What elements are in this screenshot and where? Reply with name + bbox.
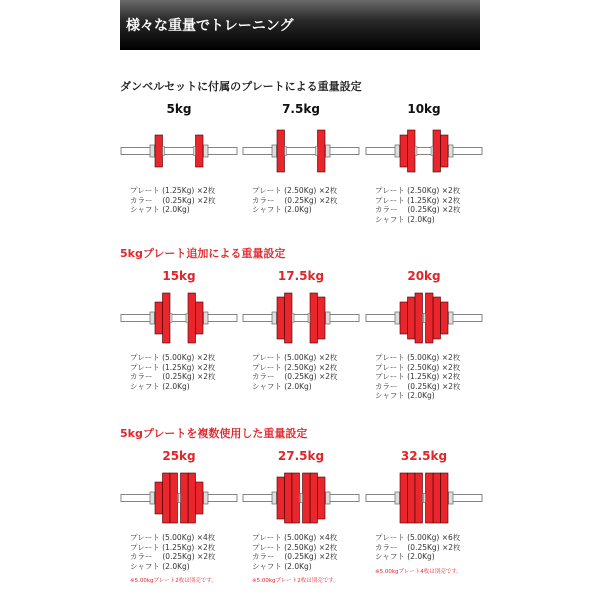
collar [272, 312, 277, 324]
parts-list [375, 186, 483, 224]
weight-plate [318, 297, 326, 339]
section-title: ダンベルセットに付属のプレートによる重量設定 [120, 80, 362, 93]
dumbbell-illustration [120, 120, 238, 182]
inner-collar [415, 147, 417, 156]
weight-label: 32.5kg [400, 449, 448, 463]
collar [272, 492, 277, 504]
dumbbell-illustration [120, 467, 238, 529]
parts-line: プレート (1.25Kg) ×2枚 [375, 195, 461, 205]
bar-shaft [366, 148, 482, 155]
weight-plate [400, 302, 408, 334]
parts-line: シャフト (2.0Kg) [252, 381, 312, 391]
collar [272, 145, 277, 157]
parts-line: カラー (0.25Kg) ×2枚 [252, 552, 338, 561]
weight-plate [415, 473, 423, 523]
weight-config [120, 449, 238, 584]
parts-list [375, 353, 483, 401]
collar [204, 312, 209, 324]
weight-plate [277, 297, 285, 339]
weight-plate [433, 297, 441, 339]
weight-label: 10kg [407, 102, 441, 116]
weight-plate [155, 135, 163, 167]
parts-line: シャフト (2.0Kg) [130, 205, 190, 214]
collar [449, 312, 454, 324]
inner-collar [186, 314, 188, 323]
weight-plate [441, 302, 449, 334]
parts-line: プレート (2.50Kg) ×2枚 [252, 362, 338, 372]
bar-shaft [243, 315, 359, 322]
parts-list [375, 533, 483, 562]
parts-line: カラー (0.25Kg) ×2枚 [252, 372, 338, 381]
inner-collar [292, 314, 294, 323]
inner-collar [424, 314, 426, 323]
weight-label: 20kg [407, 269, 441, 283]
weight-plate [170, 473, 178, 523]
weight-config [242, 269, 360, 391]
weight-plate [400, 473, 408, 523]
bar-shaft [121, 148, 237, 155]
parts-list [130, 353, 238, 391]
parts-line: シャフト (2.0Kg) [252, 561, 312, 571]
parts-line: プレート (2.50Kg) ×2枚 [375, 186, 461, 195]
weight-plate [408, 473, 416, 523]
weight-label: 17.5kg [277, 269, 325, 283]
weight-plate [318, 130, 326, 172]
parts-line: カラー (0.25Kg) ×2枚 [252, 195, 338, 205]
weight-plate [408, 297, 416, 339]
parts-line: プレート (5.00Kg) ×2枚 [252, 353, 338, 362]
header-banner [120, 0, 480, 50]
collar [204, 145, 209, 157]
parts-line: シャフト (2.0Kg) [130, 561, 190, 571]
parts-line: プレート (2.50Kg) ×2枚 [252, 542, 338, 552]
weight-label: 25kg [162, 449, 196, 463]
weight-config [365, 449, 483, 575]
parts-list [130, 533, 238, 571]
inner-collar [308, 314, 310, 323]
weight-plate [433, 473, 441, 523]
parts-list [252, 186, 360, 215]
parts-line: シャフト (2.0Kg) [375, 391, 435, 400]
weight-plate [426, 473, 434, 523]
dumbbell-illustration [365, 120, 483, 182]
inner-collar [316, 147, 318, 156]
weight-config [120, 102, 238, 215]
weight-plate [426, 293, 434, 343]
weight-plate [400, 135, 408, 167]
weight-label: 7.5kg [282, 102, 320, 116]
weight-label: 5kg [166, 102, 192, 116]
weight-config [365, 269, 483, 401]
page-title: 様々な重量でトレーニング [126, 18, 294, 34]
weight-plate [415, 293, 423, 343]
sold-separately-note: ※5.00kgプレート2枚は別売です。 [130, 578, 217, 584]
inner-collar [194, 147, 196, 156]
bar-shaft [121, 315, 237, 322]
parts-list [252, 533, 360, 571]
parts-line: プレート (5.00Kg) ×2枚 [130, 353, 216, 362]
weight-plate [196, 302, 204, 334]
weight-plate [163, 473, 171, 523]
dumbbell-illustration [242, 287, 360, 349]
weight-plate [441, 473, 449, 523]
collar [326, 312, 331, 324]
parts-line: カラー (0.25Kg) ×2枚 [130, 195, 216, 205]
parts-list [130, 186, 238, 215]
parts-line: シャフト (2.0Kg) [375, 552, 435, 561]
weight-plate [318, 477, 326, 519]
parts-line: シャフト (2.0Kg) [375, 214, 435, 224]
parts-line: プレート (5.00Kg) ×4枚 [252, 533, 338, 542]
weight-plate [277, 477, 285, 519]
parts-line: プレート (1.25Kg) ×2枚 [375, 372, 461, 381]
weight-plate [408, 130, 416, 172]
weight-config [120, 269, 238, 391]
weight-plate [181, 473, 189, 523]
parts-line: シャフト (2.0Kg) [252, 205, 312, 214]
sold-separately-note: ※5.00kgプレート4枚は別売です。 [375, 568, 462, 575]
dumbbell-illustration [120, 287, 238, 349]
parts-line: カラー (0.25Kg) ×2枚 [130, 552, 216, 561]
weight-plate [163, 293, 171, 343]
collar [326, 145, 331, 157]
collar [395, 492, 400, 504]
inner-collar [431, 147, 433, 156]
parts-line: プレート (5.00Kg) ×2枚 [375, 353, 461, 362]
bar-shaft [243, 148, 359, 155]
parts-list [252, 353, 360, 391]
parts-line: カラー (0.25Kg) ×2枚 [375, 542, 461, 552]
weight-plate [188, 293, 196, 343]
parts-line: プレート (1.25Kg) ×2枚 [130, 362, 216, 372]
weight-plate [285, 473, 293, 523]
weight-plate [441, 135, 449, 167]
weight-label: 15kg [162, 269, 196, 283]
weight-plate [433, 130, 441, 172]
section-title: 5kgプレートを複数使用した重量設定 [120, 427, 308, 440]
weight-plate [303, 473, 311, 523]
weight-plate [188, 473, 196, 523]
collar [150, 145, 155, 157]
inner-collar [163, 147, 165, 156]
collar [395, 312, 400, 324]
collar [449, 145, 454, 157]
dumbbell-illustration [365, 467, 483, 529]
parts-line: カラー (0.25Kg) ×2枚 [375, 381, 461, 391]
parts-line: カラー (0.25Kg) ×2枚 [375, 205, 461, 214]
weight-config [242, 449, 360, 584]
weight-plate [285, 293, 293, 343]
collar [395, 145, 400, 157]
dumbbell-illustration [242, 120, 360, 182]
weight-plate [155, 302, 163, 334]
weight-config [365, 102, 483, 224]
parts-line: シャフト (2.0Kg) [130, 381, 190, 391]
parts-line: プレート (5.00Kg) ×4枚 [130, 533, 216, 542]
weight-plate [196, 482, 204, 514]
parts-line: プレート (5.00Kg) ×6枚 [375, 533, 461, 542]
collar [449, 492, 454, 504]
parts-line: プレート (2.50Kg) ×2枚 [375, 362, 461, 372]
collar [150, 492, 155, 504]
parts-line: プレート (2.50Kg) ×2枚 [252, 186, 338, 195]
inner-collar [424, 494, 426, 503]
weight-plate [292, 473, 300, 523]
inner-collar [285, 147, 287, 156]
inner-collar [170, 314, 172, 323]
collar [204, 492, 209, 504]
section-title: 5kgプレート追加による重量設定 [120, 247, 286, 260]
parts-line: カラー (0.25Kg) ×2枚 [130, 372, 216, 381]
weight-plate [155, 482, 163, 514]
collar [150, 312, 155, 324]
inner-collar [301, 494, 303, 503]
weight-plate [277, 130, 285, 172]
weight-plate [196, 135, 204, 167]
parts-line: プレート (1.25Kg) ×2枚 [130, 542, 216, 552]
weight-plate [310, 293, 318, 343]
weight-label: 27.5kg [277, 449, 325, 463]
sold-separately-note: ※5.00kgプレート2枚は別売です。 [252, 578, 339, 584]
collar [326, 492, 331, 504]
inner-collar [179, 494, 181, 503]
parts-line: プレート (1.25Kg) ×2枚 [130, 186, 216, 195]
weight-config [242, 102, 360, 215]
weight-plate [310, 473, 318, 523]
dumbbell-illustration [365, 287, 483, 349]
dumbbell-illustration [242, 467, 360, 529]
